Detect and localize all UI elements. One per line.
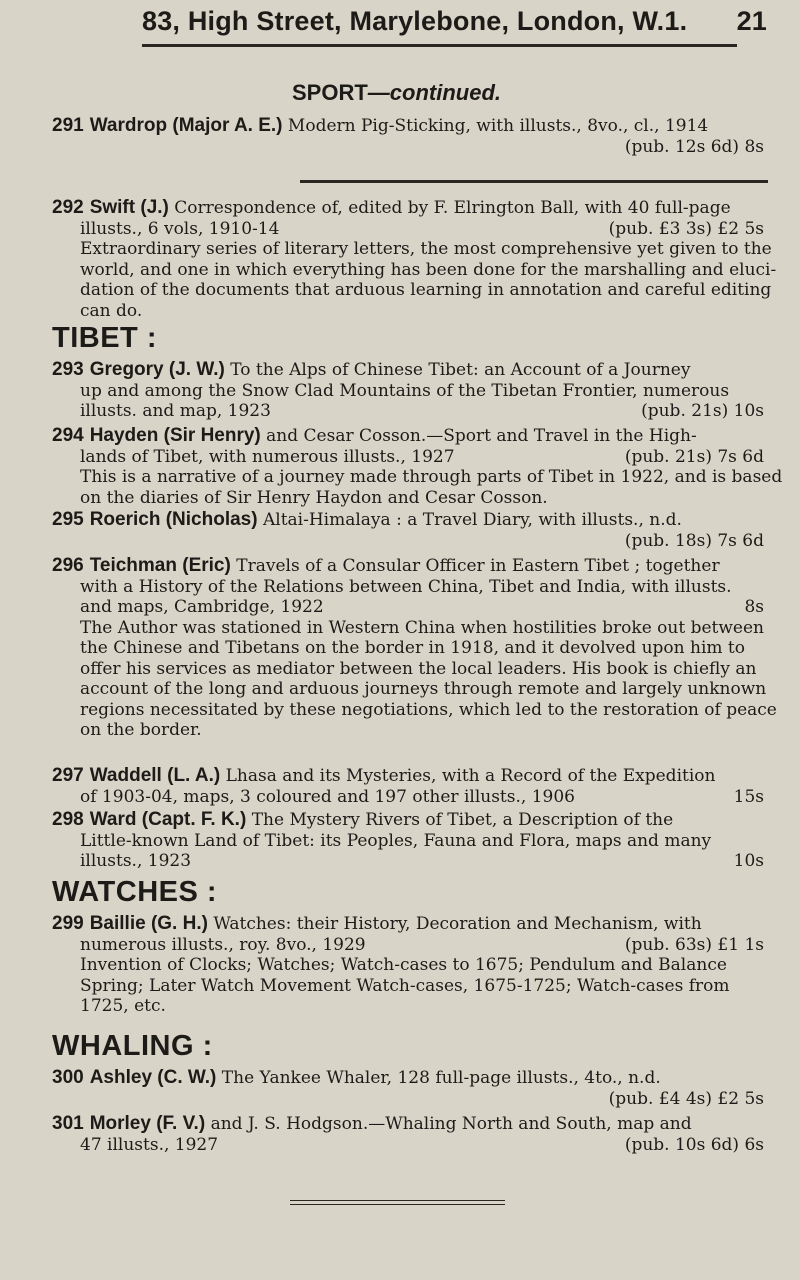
entry-note: can do. — [80, 300, 143, 321]
catalogue-entry-301 — [52, 1114, 764, 1155]
entry-note: Extraordinary series of literary letters, the most comprehensive yet given to the — [80, 239, 772, 259]
entry-price: (pub. 12s 6d) 8s — [624, 136, 764, 157]
entry-author: Waddell (L. A.) — [89, 765, 221, 786]
entry-title: The Yankee Whaler, 128 full-page illusts., 4to., n.d. — [221, 1068, 661, 1088]
entry-note: on the border. — [80, 720, 202, 740]
catalogue-entry-292 — [52, 197, 777, 321]
entry-title: and Cesar Cosson.—Sport and Travel in the High- — [266, 426, 697, 446]
catalogue-entry-298 — [52, 810, 764, 872]
catalogue-entry-297 — [52, 766, 764, 807]
entry-note: The Author was stationed in Western China when hostilities broke out between — [80, 617, 764, 638]
entry-title: Altai-Himalaya : a Travel Diary, with illusts., n.d. — [262, 510, 682, 530]
entry-details: numerous illusts., roy. 8vo., 1929 — [80, 934, 366, 955]
entry-author: Teichman (Eric) — [89, 555, 231, 576]
entry-number: 293 — [52, 359, 84, 380]
entry-title: Lhasa and its Mysteries, with a Record of the Expedition — [225, 766, 716, 786]
section-title — [292, 80, 501, 106]
entry-note: world, and one in which everything has been done for the marshalling and eluci- — [80, 259, 777, 280]
entry-note: This is a narrative of a journey made through parts of Tibet in 1922, and is based — [80, 467, 783, 487]
entry-number: 294 — [52, 425, 84, 446]
header-address: 83, High Street, Marylebone, London, W.1. — [142, 6, 688, 36]
entry-details: 47 illusts., 1927 — [80, 1134, 219, 1155]
entry-author: Morley (F. V.) — [89, 1113, 206, 1134]
entry-details: illusts., 6 vols, 1910-14 — [80, 218, 280, 239]
entry-title: Watches: their History, Decoration and Mechanism, with — [213, 914, 702, 934]
entry-title: and J. S. Hodgson.—Whaling North and South, map and — [210, 1114, 692, 1134]
entry-title: Modern Pig-Sticking, with illusts., 8vo., cl., 1914 — [287, 116, 709, 136]
entry-details: illusts., 1923 — [80, 851, 192, 871]
entry-note: offer his services as mediator between the local leaders. His book is chiefly an — [80, 658, 757, 679]
entry-price: (pub. 18s) 7s 6d — [624, 530, 764, 551]
catalogue-entry-293 — [52, 360, 764, 422]
catalogue-entry-300 — [52, 1068, 764, 1109]
catalogue-entry-296 — [52, 555, 777, 741]
entry-number: 300 — [52, 1067, 84, 1088]
entry-note: account of the long and arduous journeys through remote and largely unknown — [80, 679, 767, 699]
entry-author: Ward (Capt. F. K.) — [89, 809, 247, 830]
entry-price: (pub. £3 3s) £2 5s — [608, 218, 764, 239]
end-rule — [290, 1200, 505, 1201]
entry-number: 297 — [52, 765, 84, 786]
entry-author: Roerich (Nicholas) — [89, 509, 258, 530]
catalogue-entry-291 — [52, 116, 764, 157]
entry-number: 295 — [52, 509, 84, 530]
entry-number: 291 — [52, 115, 84, 136]
entry-author: Baillie (G. H.) — [89, 913, 208, 934]
entry-price: (pub. 10s 6d) 6s — [624, 1134, 764, 1155]
section-continued: —continued. — [367, 80, 502, 105]
entry-divider — [300, 180, 768, 183]
entry-price: 8s — [744, 597, 764, 617]
page-number: 21 — [736, 6, 767, 36]
entry-number: 299 — [52, 913, 84, 934]
entry-title: Travels of a Consular Officer in Eastern Tibet ; together — [236, 556, 720, 576]
entry-title: Correspondence of, edited by F. Elrington Ball, with 40 full-page — [174, 198, 731, 218]
entry-note: regions necessitated by these negotiations, which led to the restoration of peace — [80, 699, 777, 720]
entry-details: and maps, Cambridge, 1922 — [80, 597, 324, 617]
entry-price: (pub. 21s) 10s — [641, 401, 764, 421]
entry-note: Invention of Clocks; Watches; Watch-cases to 1675; Pendulum and Balance — [80, 955, 727, 975]
end-rule — [290, 1204, 505, 1205]
entry-price: 10s — [733, 851, 764, 871]
entry-title-cont: up and among the Snow Clad Mountains of the Tibetan Frontier, numerous — [80, 380, 730, 401]
entry-number: 301 — [52, 1113, 84, 1134]
entry-price: (pub. £4 4s) £2 5s — [608, 1088, 764, 1109]
entry-note: on the diaries of Sir Henry Haydon and Cesar Cosson. — [80, 487, 548, 508]
heading-whaling: WHALING : — [52, 1030, 213, 1062]
entry-details: illusts. and map, 1923 — [80, 401, 271, 421]
section-title-text: SPORT — [292, 80, 368, 105]
entry-price: (pub. 63s) £1 1s — [624, 934, 764, 955]
entry-title-cont: Little-known Land of Tibet: its Peoples, Fauna and Flora, maps and many — [80, 830, 712, 851]
entry-note: Spring; Later Watch Movement Watch-cases, 1675-1725; Watch-cases from — [80, 975, 730, 996]
entry-price: (pub. 21s) 7s 6d — [624, 446, 764, 467]
entry-author: Ashley (C. W.) — [89, 1067, 217, 1088]
heading-watches: WATCHES : — [52, 876, 218, 908]
catalogue-entry-299 — [52, 914, 764, 1017]
entry-number: 292 — [52, 197, 84, 218]
entry-title: To the Alps of Chinese Tibet: an Account of a Journey — [230, 360, 691, 380]
entry-title-cont: with a History of the Relations between China, Tibet and India, with illusts. — [80, 576, 732, 597]
entry-author: Hayden (Sir Henry) — [89, 425, 261, 446]
header-rule — [142, 44, 737, 47]
entry-title: The Mystery Rivers of Tibet, a Description of the — [251, 810, 674, 830]
entry-author: Swift (J.) — [89, 197, 169, 218]
entry-author: Wardrop (Major A. E.) — [89, 115, 283, 136]
entry-number: 298 — [52, 809, 84, 830]
entry-note: 1725, etc. — [80, 996, 166, 1016]
entry-details: lands of Tibet, with numerous illusts., 1927 — [80, 446, 455, 467]
catalogue-entry-295 — [52, 510, 764, 551]
entry-author: Gregory (J. W.) — [89, 359, 225, 380]
entry-note: dation of the documents that arduous learning in annotation and careful editing — [80, 280, 772, 300]
entry-note: the Chinese and Tibetans on the border in 1918, and it devolved upon him to — [80, 638, 745, 658]
page-header — [142, 6, 767, 37]
entry-price: 15s — [733, 786, 764, 807]
catalogue-entry-294 — [52, 425, 783, 508]
entry-number: 296 — [52, 555, 84, 576]
heading-tibet: TIBET : — [52, 322, 157, 354]
entry-details: of 1903-04, maps, 3 coloured and 197 other illusts., 1906 — [80, 786, 575, 807]
